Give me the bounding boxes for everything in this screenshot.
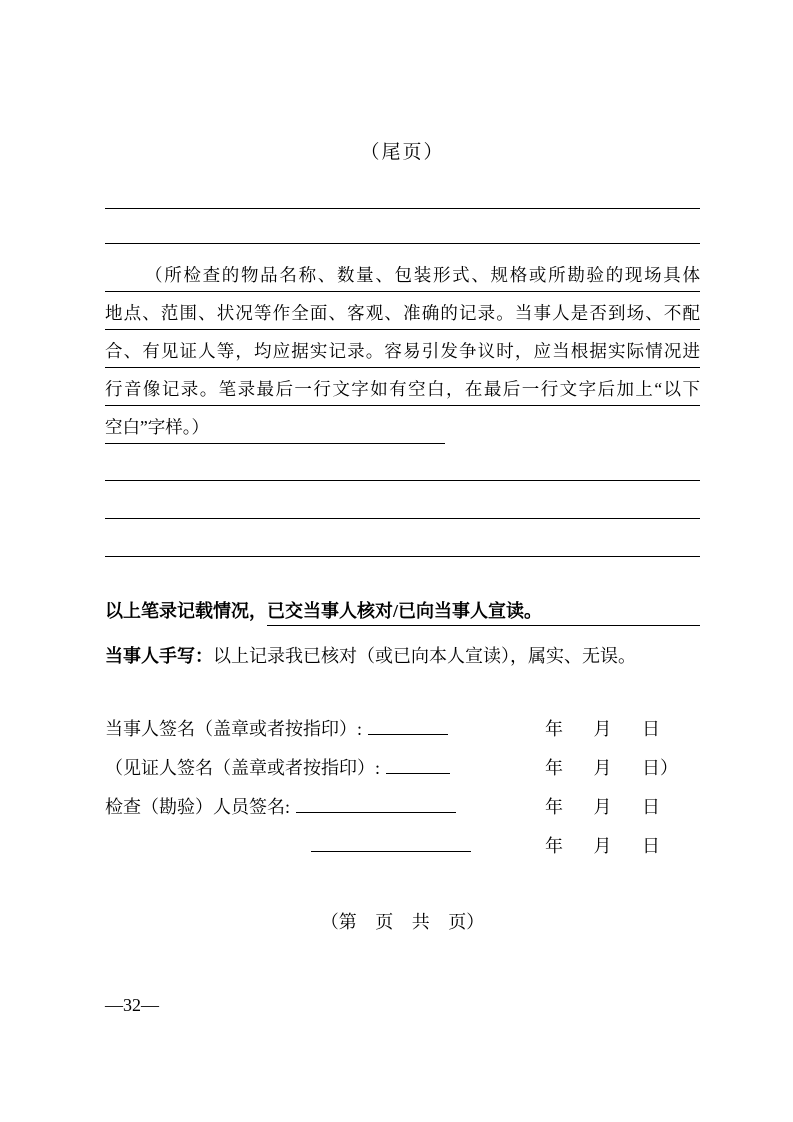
party-handwriting-note xyxy=(105,642,700,670)
signature-blank xyxy=(296,790,456,813)
date-label: 年 月 日） xyxy=(545,758,678,778)
signature-row-inspector xyxy=(105,788,700,827)
confirmation-statement xyxy=(105,597,700,626)
signature-label: 检查（勘验）人员签名: xyxy=(105,797,290,817)
page-title: （尾页） xyxy=(360,142,445,163)
page-content xyxy=(105,0,700,934)
page-number: —32— xyxy=(105,995,159,1015)
signature-block xyxy=(105,710,700,866)
ruled-blank-line xyxy=(105,166,700,209)
handwriting-label: 当事人手写： xyxy=(105,646,213,666)
date-label: 年 月 日 xyxy=(545,719,660,739)
handwriting-text: 以上记录我已核对（或已向本人宣读），属实、无误。 xyxy=(213,646,636,666)
paragraph-line: 行音像记录。笔录最后一行文字如有空白，在最后一行文字后加上“以下 xyxy=(105,368,700,406)
ruled-blank-line xyxy=(105,481,700,519)
confirmation-underlined-text: 已交当事人核对/已向当事人宣读。 xyxy=(267,597,700,626)
signature-row-inspector-2 xyxy=(105,827,700,866)
ruled-blank-line xyxy=(105,209,700,244)
signature-row-party xyxy=(105,710,700,749)
paragraph-line: （所检查的物品名称、数量、包装形式、规格或所勘验的现场具体 xyxy=(105,254,700,292)
ruled-blank-line xyxy=(105,443,700,481)
paragraph-line: 合、有见证人等，均应据实记录。容易引发争议时，应当根据实际情况进 xyxy=(105,330,700,368)
confirmation-prefix: 以上笔录记载情况， xyxy=(105,601,267,621)
signature-blank xyxy=(368,712,448,735)
signature-row-witness xyxy=(105,749,700,788)
paragraph-line-text: 空白”字样。） xyxy=(105,406,445,444)
ruled-blank-line xyxy=(105,519,700,557)
date-label: 年 月 日 xyxy=(545,797,660,817)
signature-blank xyxy=(386,751,450,774)
signature-label: （见证人签名（盖章或者按指印）: xyxy=(105,758,380,778)
signature-label: 当事人签名（盖章或者按指印）: xyxy=(105,719,362,739)
paragraph-line xyxy=(105,406,700,443)
date-label: 年 月 日 xyxy=(545,836,660,856)
paragraph-line: 地点、范围、状况等作全面、客观、准确的记录。当事人是否到场、不配 xyxy=(105,292,700,330)
signature-blank xyxy=(311,829,471,852)
page-footer: （第 页 共 页） xyxy=(320,912,485,932)
instruction-paragraph xyxy=(105,254,700,443)
